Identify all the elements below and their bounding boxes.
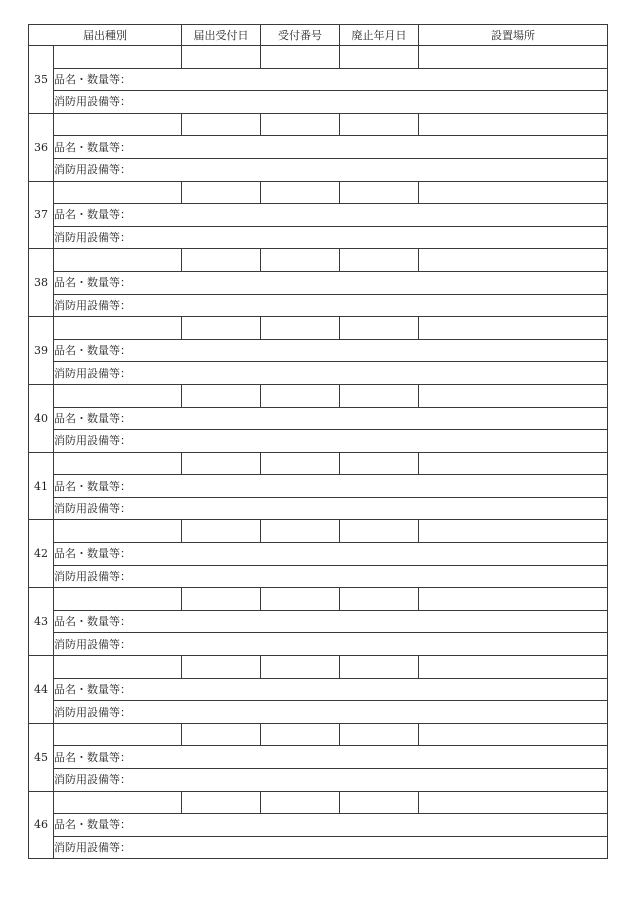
abolished-date-cell[interactable] xyxy=(340,588,419,611)
register-table xyxy=(28,24,608,859)
received-date-cell[interactable] xyxy=(182,588,261,611)
fire-equipment-label: 消防用設備等： xyxy=(54,497,608,520)
header-location: 設置場所 xyxy=(419,25,608,46)
equipment-row xyxy=(29,565,608,588)
type-cell[interactable] xyxy=(54,113,182,136)
abolished-date-cell[interactable] xyxy=(340,384,419,407)
entry-number: 41 xyxy=(29,452,54,520)
item-quantity-label: 品名・数量等： xyxy=(54,610,608,633)
location-cell[interactable] xyxy=(419,46,608,69)
abolished-date-cell[interactable] xyxy=(340,317,419,340)
location-cell[interactable] xyxy=(419,520,608,543)
abolished-date-cell[interactable] xyxy=(340,791,419,814)
location-cell[interactable] xyxy=(419,723,608,746)
equipment-row xyxy=(29,294,608,317)
received-no-cell[interactable] xyxy=(261,46,340,69)
entry-number: 44 xyxy=(29,656,54,724)
received-date-cell[interactable] xyxy=(182,384,261,407)
fire-equipment-label: 消防用設備等： xyxy=(54,362,608,385)
entry-row xyxy=(29,113,608,136)
item-row xyxy=(29,136,608,159)
item-quantity-label: 品名・数量等： xyxy=(54,746,608,769)
type-cell[interactable] xyxy=(54,656,182,679)
location-cell[interactable] xyxy=(419,452,608,475)
entry-number: 45 xyxy=(29,723,54,791)
location-cell[interactable] xyxy=(419,181,608,204)
location-cell[interactable] xyxy=(419,791,608,814)
item-quantity-label: 品名・数量等： xyxy=(54,136,608,159)
received-date-cell[interactable] xyxy=(182,46,261,69)
type-cell[interactable] xyxy=(54,46,182,69)
abolished-date-cell[interactable] xyxy=(340,181,419,204)
type-cell[interactable] xyxy=(54,384,182,407)
entry-number: 43 xyxy=(29,588,54,656)
equipment-row xyxy=(29,91,608,114)
item-quantity-label: 品名・数量等： xyxy=(54,68,608,91)
item-quantity-label: 品名・数量等： xyxy=(54,678,608,701)
item-row xyxy=(29,271,608,294)
received-date-cell[interactable] xyxy=(182,181,261,204)
item-quantity-label: 品名・数量等： xyxy=(54,339,608,362)
entry-number: 46 xyxy=(29,791,54,859)
received-date-cell[interactable] xyxy=(182,317,261,340)
header-row xyxy=(29,25,608,46)
entry-number: 40 xyxy=(29,384,54,452)
type-cell[interactable] xyxy=(54,520,182,543)
received-date-cell[interactable] xyxy=(182,249,261,272)
received-no-cell[interactable] xyxy=(261,384,340,407)
equipment-row xyxy=(29,226,608,249)
fire-equipment-label: 消防用設備等： xyxy=(54,565,608,588)
received-date-cell[interactable] xyxy=(182,113,261,136)
equipment-row xyxy=(29,836,608,859)
entries-body xyxy=(29,46,608,859)
fire-equipment-label: 消防用設備等： xyxy=(54,836,608,859)
received-no-cell[interactable] xyxy=(261,181,340,204)
received-no-cell[interactable] xyxy=(261,452,340,475)
equipment-row xyxy=(29,497,608,520)
header-abolished-date: 廃止年月日 xyxy=(340,25,419,46)
equipment-row xyxy=(29,701,608,724)
item-row xyxy=(29,543,608,566)
item-row xyxy=(29,407,608,430)
item-row xyxy=(29,746,608,769)
abolished-date-cell[interactable] xyxy=(340,46,419,69)
type-cell[interactable] xyxy=(54,791,182,814)
header-received-no: 受付番号 xyxy=(261,25,340,46)
fire-equipment-label: 消防用設備等： xyxy=(54,701,608,724)
item-row xyxy=(29,610,608,633)
type-cell[interactable] xyxy=(54,452,182,475)
item-row xyxy=(29,678,608,701)
type-cell[interactable] xyxy=(54,588,182,611)
type-cell[interactable] xyxy=(54,181,182,204)
entry-number: 39 xyxy=(29,317,54,385)
header-type: 届出種別 xyxy=(29,25,182,46)
abolished-date-cell[interactable] xyxy=(340,249,419,272)
received-no-cell[interactable] xyxy=(261,723,340,746)
abolished-date-cell[interactable] xyxy=(340,723,419,746)
entry-row xyxy=(29,588,608,611)
abolished-date-cell[interactable] xyxy=(340,520,419,543)
received-date-cell[interactable] xyxy=(182,656,261,679)
header-received-date: 届出受付日 xyxy=(182,25,261,46)
received-date-cell[interactable] xyxy=(182,520,261,543)
equipment-row xyxy=(29,158,608,181)
received-no-cell[interactable] xyxy=(261,317,340,340)
entry-number: 42 xyxy=(29,520,54,588)
item-row xyxy=(29,339,608,362)
received-no-cell[interactable] xyxy=(261,249,340,272)
received-no-cell[interactable] xyxy=(261,113,340,136)
fire-equipment-label: 消防用設備等： xyxy=(54,91,608,114)
location-cell[interactable] xyxy=(419,384,608,407)
equipment-row xyxy=(29,633,608,656)
entry-row xyxy=(29,249,608,272)
item-quantity-label: 品名・数量等： xyxy=(54,543,608,566)
location-cell[interactable] xyxy=(419,588,608,611)
item-row xyxy=(29,475,608,498)
abolished-date-cell[interactable] xyxy=(340,656,419,679)
type-cell[interactable] xyxy=(54,249,182,272)
received-no-cell[interactable] xyxy=(261,520,340,543)
entry-row xyxy=(29,452,608,475)
received-date-cell[interactable] xyxy=(182,723,261,746)
fire-equipment-label: 消防用設備等： xyxy=(54,430,608,453)
abolished-date-cell[interactable] xyxy=(340,452,419,475)
type-cell[interactable] xyxy=(54,317,182,340)
entry-row xyxy=(29,723,608,746)
received-no-cell[interactable] xyxy=(261,656,340,679)
item-quantity-label: 品名・数量等： xyxy=(54,407,608,430)
received-date-cell[interactable] xyxy=(182,791,261,814)
location-cell[interactable] xyxy=(419,656,608,679)
equipment-row xyxy=(29,430,608,453)
equipment-row xyxy=(29,769,608,792)
received-no-cell[interactable] xyxy=(261,791,340,814)
fire-equipment-label: 消防用設備等： xyxy=(54,226,608,249)
item-quantity-label: 品名・数量等： xyxy=(54,271,608,294)
fire-equipment-label: 消防用設備等： xyxy=(54,633,608,656)
item-quantity-label: 品名・数量等： xyxy=(54,475,608,498)
entry-row xyxy=(29,181,608,204)
item-row xyxy=(29,204,608,227)
received-no-cell[interactable] xyxy=(261,588,340,611)
abolished-date-cell[interactable] xyxy=(340,113,419,136)
fire-equipment-label: 消防用設備等： xyxy=(54,158,608,181)
item-row xyxy=(29,68,608,91)
type-cell[interactable] xyxy=(54,723,182,746)
entry-number: 35 xyxy=(29,46,54,114)
entry-number: 37 xyxy=(29,181,54,249)
entry-row xyxy=(29,317,608,340)
fire-equipment-label: 消防用設備等： xyxy=(54,294,608,317)
entry-number: 38 xyxy=(29,249,54,317)
entry-number: 36 xyxy=(29,113,54,181)
fire-equipment-label: 消防用設備等： xyxy=(54,769,608,792)
equipment-row xyxy=(29,362,608,385)
entry-row xyxy=(29,656,608,679)
received-date-cell[interactable] xyxy=(182,452,261,475)
location-cell[interactable] xyxy=(419,317,608,340)
location-cell[interactable] xyxy=(419,113,608,136)
item-quantity-label: 品名・数量等： xyxy=(54,204,608,227)
item-quantity-label: 品名・数量等： xyxy=(54,814,608,837)
entry-row xyxy=(29,520,608,543)
entry-row xyxy=(29,46,608,69)
entry-row xyxy=(29,791,608,814)
item-row xyxy=(29,814,608,837)
location-cell[interactable] xyxy=(419,249,608,272)
entry-row xyxy=(29,384,608,407)
